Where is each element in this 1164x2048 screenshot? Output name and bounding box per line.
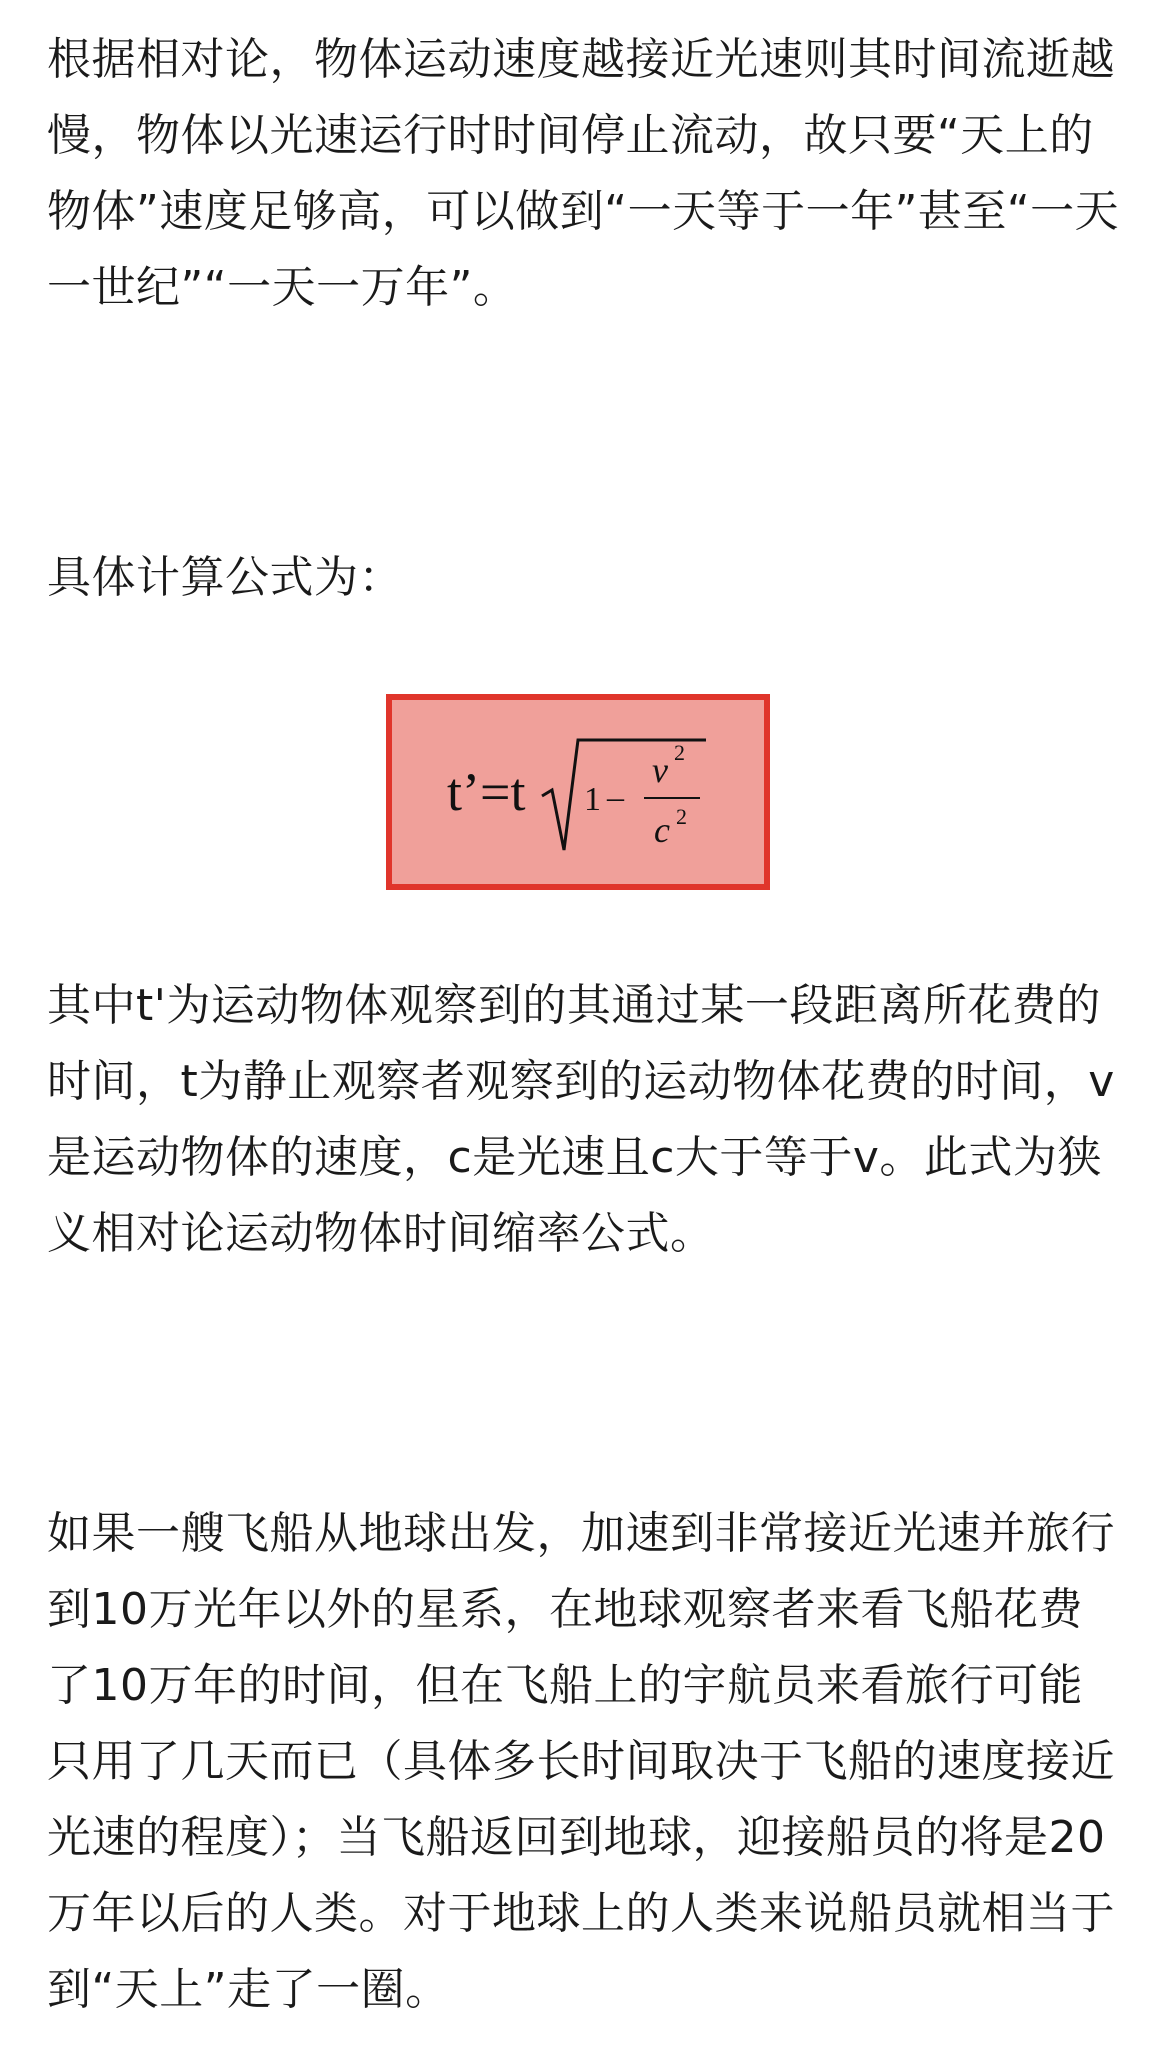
formula-denominator-exponent: 2 xyxy=(676,804,687,829)
formula-minus: – xyxy=(607,779,624,816)
formula-graphic xyxy=(392,700,764,884)
formula-one: 1 xyxy=(584,781,601,818)
formula-denominator-c: c xyxy=(654,810,670,850)
formula-numerator-exponent: 2 xyxy=(674,740,685,765)
formula-numerator-v: v xyxy=(652,750,668,790)
paragraph-spaceship-example: 如果一艘飞船从地球出发，加速到非常接近光速并旅行到10万光年以外的星系，在地球观察者来看飞船花费了10万年的时间，但在飞船上的宇航员来看旅行可能只用了几天而已（具体多长时间取决于飞船的速度接近光速的程度）；当飞船返回到地球，迎接船员的将是20万年以后的人类。对于地球上的人类来说船员就相当于到“天上”走了一圈。 xyxy=(47,1508,1115,2015)
paragraph-formula-heading: 具体计算公式为： xyxy=(47,552,403,603)
time-dilation-formula-image xyxy=(386,694,770,890)
paragraph-relativity-intro: 根据相对论，物体运动速度越接近光速则其时间流逝越慢，物体以光速运行时时间停止流动，故只要“天上的物体”速度足够高，可以做到“一天等于一年”甚至“一天一世纪”“一天一万年”。 xyxy=(47,34,1120,313)
formula-lhs: t’=t xyxy=(447,762,526,822)
paragraph-formula-explanation: 其中t'为运动物体观察到的其通过某一段距离所花费的时间，t为静止观察者观察到的运动物体花费的时间，v是运动物体的速度，c是光速且c大于等于v。此式为狭义相对论运动物体时间缩率公式。 xyxy=(47,980,1115,1259)
